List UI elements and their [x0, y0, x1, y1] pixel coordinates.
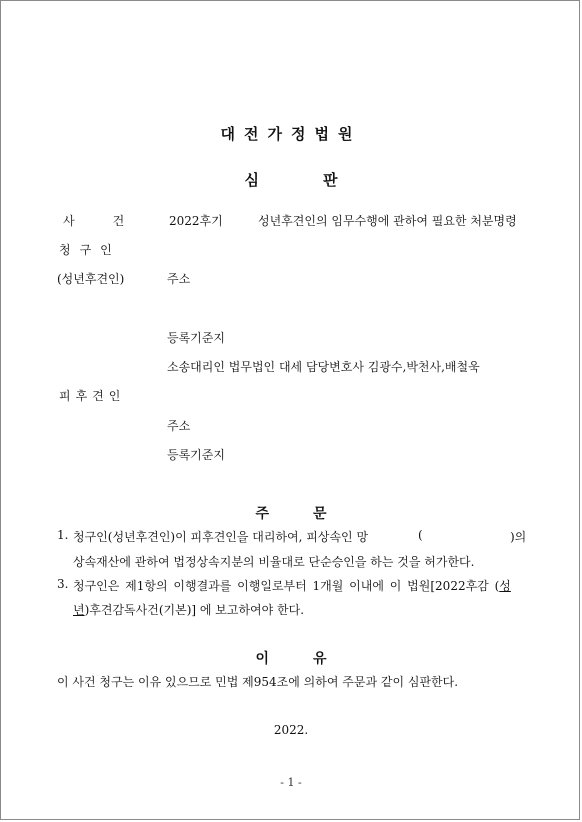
document-title	[1, 169, 581, 190]
order-item-1-line-1: 청구인(성년후견인)이 피후견인을 대리하여, 피상속인 망	[73, 530, 369, 544]
order-heading-right: 문	[313, 506, 327, 522]
order-item-3-line-1-text: 청구인은 제1항의 이행결과를 이행일로부터 1개월 이내에 이 법원[2022후감 (	[73, 579, 500, 593]
reason-heading-right: 유	[313, 651, 327, 667]
order-item-3-number: 3.	[57, 577, 69, 591]
title-right-char: 판	[323, 171, 338, 189]
case-name: 성년후견인의 임무수행에 관하여 필요한 처분명령	[258, 214, 517, 228]
order-heading-left: 주	[255, 506, 269, 522]
claimant-address-label: 주소	[167, 272, 191, 286]
court-name: 대전가정법원	[220, 125, 362, 143]
order-item-3-line-2	[73, 601, 304, 618]
order-item-3-line-1	[73, 577, 511, 594]
order-item-1-line-2: 상속재산에 관하여 법정상속지분의 비율대로 단순승인을 하는 것을 허가한다.	[73, 555, 475, 569]
case-label: 사건	[63, 214, 163, 228]
order-item-1-number: 1.	[57, 528, 69, 542]
title-left-char: 심	[244, 171, 259, 189]
order-item-1-paren-open: (	[418, 528, 423, 542]
order-item-3-line-2-text: )후견감독사건(기본)] 에 보고하여야 한다.	[84, 603, 305, 617]
ward-label: 피후견인	[59, 389, 126, 403]
reason-heading-left: 이	[255, 651, 269, 667]
ward-address-label: 주소	[167, 419, 191, 433]
reason-text: 이 사건 청구는 이유 있으므로 민법 제954조에 의하여 주문과 같이 심판한다.	[57, 675, 459, 689]
order-item-1-paren-close: )의	[510, 530, 527, 544]
page-number: - 1 -	[280, 776, 302, 789]
claimant-role: (성년후견인)	[57, 272, 125, 286]
claimant-label: 청구인	[59, 243, 121, 257]
claimant-agent: 소송대리인 법무법인 대세 담당변호사 김광수,박천사,배철욱	[167, 360, 480, 374]
order-heading	[1, 503, 581, 523]
ward-registry-label: 등록기준지	[167, 448, 225, 462]
decision-date: 2022.	[273, 723, 309, 737]
claimant-registry-label: 등록기준지	[167, 331, 225, 345]
reason-heading	[1, 648, 581, 668]
order-item-3-line-2-underlined: 년	[73, 603, 85, 617]
order-item-3-line-1-underlined: 성	[499, 579, 511, 593]
case-number: 2022후기	[169, 214, 223, 228]
